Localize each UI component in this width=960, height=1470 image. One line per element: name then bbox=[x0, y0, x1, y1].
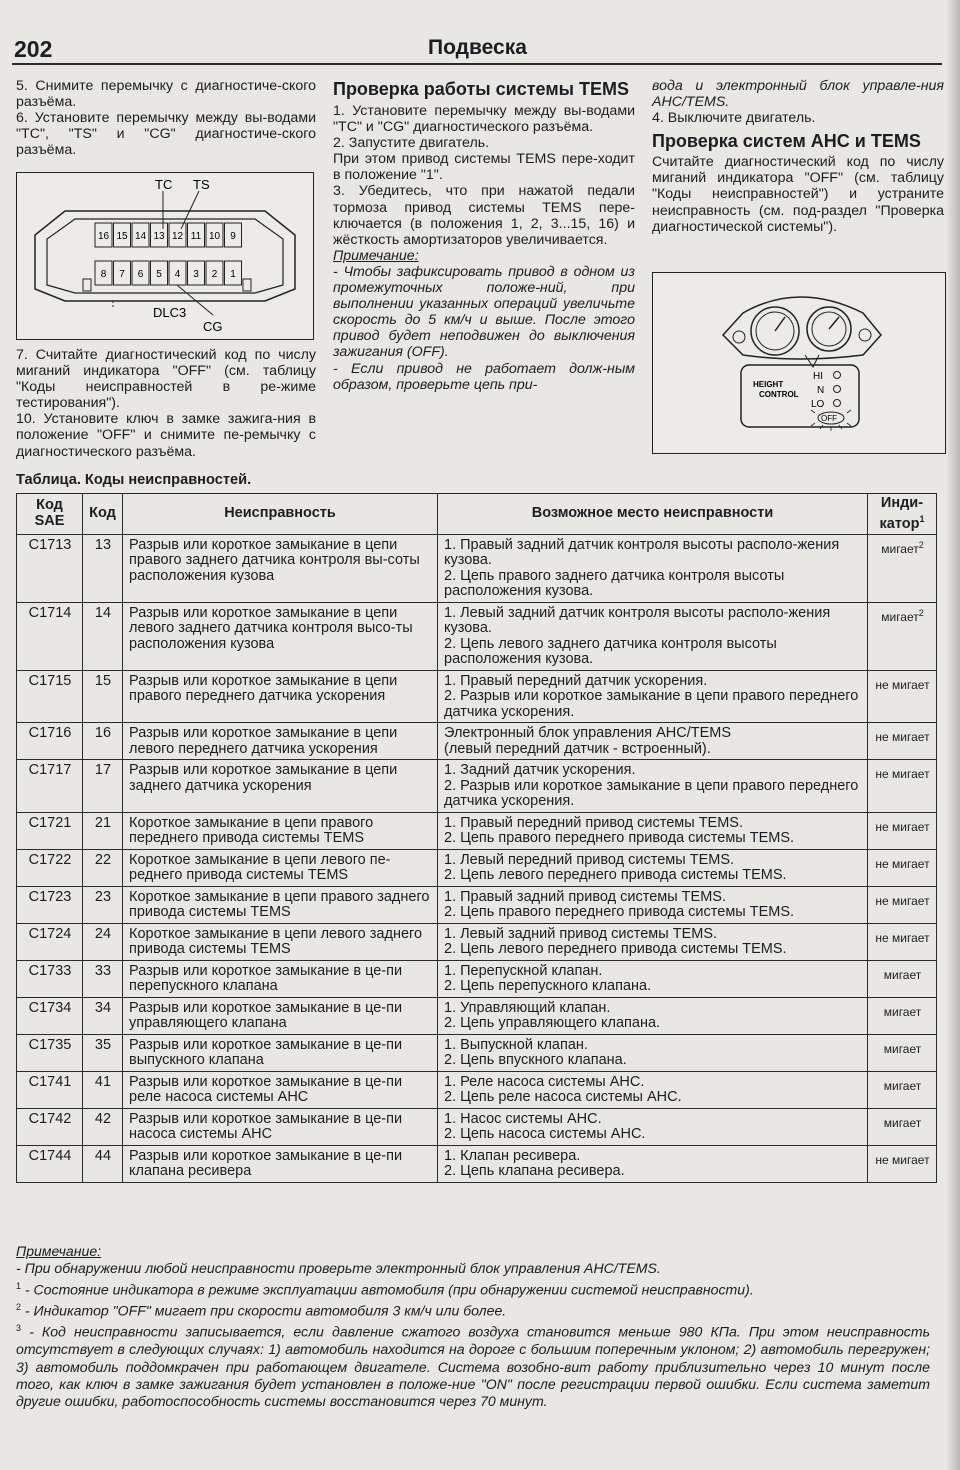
cell-code-sae: C1722 bbox=[17, 849, 83, 886]
connector-pin-number: 16 bbox=[97, 231, 110, 242]
cell-indicator-text: не мигает bbox=[875, 1152, 930, 1167]
cell-code: 42 bbox=[83, 1108, 123, 1145]
tems-note-2: - Если привод не работает долж-ным образом, проверьте цепь при- bbox=[333, 360, 635, 393]
cell-place bbox=[438, 1071, 868, 1108]
cell-code-sae: C1742 bbox=[17, 1108, 83, 1145]
header-place: Возможное место неисправности bbox=[438, 494, 868, 535]
note-0: - При обнаружении любой неисправности проверьте электронный блок управления AHC/TEMS. bbox=[16, 1260, 661, 1277]
cell-indicator-text: не мигает bbox=[875, 767, 930, 782]
connector-pin-number: 9 bbox=[230, 231, 236, 242]
connector-pin-number: 5 bbox=[156, 269, 162, 280]
middle-column bbox=[333, 80, 635, 393]
right-step-4: 4. Выключите двигатель. bbox=[652, 110, 816, 127]
cell-place-line-1: 1. Перепускной клапан. bbox=[444, 962, 603, 979]
fault-codes-table bbox=[16, 493, 937, 1183]
step-10: 10. Установите ключ в замке зажига-ния в положение "OFF" и снимите пе-ремычку с диагностического разъёма. bbox=[16, 411, 316, 460]
pins-bottom-row bbox=[95, 261, 242, 285]
cell-code-sae: C1714 bbox=[17, 602, 83, 670]
cell-place-line-2: 2. Цепь перепускного клапана. bbox=[444, 978, 652, 995]
cell-code-sae: C1733 bbox=[17, 960, 83, 997]
dlc3-connector-diagram bbox=[16, 172, 314, 340]
header-fault: Неисправность bbox=[123, 494, 438, 535]
cell-place-line-1: 1. Реле насоса системы AHC. bbox=[444, 1073, 645, 1090]
cell-fault: Разрыв или короткое замыкание в цепи заднего датчика ускорения bbox=[123, 760, 438, 813]
cell-place-line-1: 1. Правый передний датчик ускорения. bbox=[444, 672, 708, 689]
cell-indicator bbox=[868, 997, 937, 1034]
cell-place-line-1: 1. Правый задний датчик контроля высоты располо-жения кузова. bbox=[444, 536, 840, 569]
step-7: 7. Считайте диагностический код по числу миганий индикатора "OFF" (см. таблицу "Коды неисправностей в ре-жиме тестирования"). bbox=[16, 347, 316, 412]
hi-lamp bbox=[834, 372, 841, 379]
cell-place bbox=[438, 534, 868, 602]
connector-pin-number: 10 bbox=[208, 231, 221, 242]
ahc-tems-heading: Проверка систем AHC и TEMS bbox=[652, 131, 921, 152]
tems-step-2: 2. Запустите двигатель. bbox=[333, 135, 490, 152]
cell-indicator-text: мигает bbox=[883, 1041, 922, 1056]
cell-fault: Короткое замыкание в цепи левого заднего привода системы TEMS bbox=[123, 923, 438, 960]
cell-fault: Разрыв или короткое замыкание в цепи правого переднего датчика ускорения bbox=[123, 670, 438, 723]
cell-fault: Разрыв или короткое замыкание в цепи левого переднего датчика ускорения bbox=[123, 723, 438, 760]
connector-pin-number: 1 bbox=[230, 269, 236, 280]
cell-fault: Разрыв или короткое замыкание в це-пи клапана ресивера bbox=[123, 1145, 438, 1182]
cell-code: 13 bbox=[83, 534, 123, 602]
cell-place-line-1: 1. Правый задний привод системы TEMS. bbox=[444, 888, 726, 905]
cell-code: 16 bbox=[83, 723, 123, 760]
cell-indicator-text: мигает bbox=[881, 541, 919, 556]
label-tc: TC bbox=[155, 177, 173, 192]
cell-place-line-2: 2. Цепь левого переднего привода системы TEMS. bbox=[444, 867, 787, 884]
cell-place-line-1: 1. Левый задний привод системы TEMS. bbox=[444, 925, 718, 942]
cell-indicator bbox=[868, 960, 937, 997]
cell-indicator-text: мигает bbox=[883, 1004, 922, 1019]
cell-code-sae: C1734 bbox=[17, 997, 83, 1034]
cell-place bbox=[438, 886, 868, 923]
cell-place-line-1: 1. Левый задний датчик контроля высоты располо-жения кузова. bbox=[444, 604, 831, 637]
connector-pin-number: 7 bbox=[119, 269, 125, 280]
cell-place bbox=[438, 670, 868, 723]
cell-code: 15 bbox=[83, 670, 123, 723]
cell-place-line-2: 2. Цепь клапана ресивера. bbox=[444, 1163, 625, 1180]
cell-place bbox=[438, 960, 868, 997]
cell-indicator bbox=[868, 723, 937, 760]
note-1 bbox=[16, 1278, 930, 1299]
cell-fault: Разрыв или короткое замыкание в це-пи управляющего клапана bbox=[123, 997, 438, 1034]
cell-fault: Короткое замыкание в цепи левого пе-реднего привода системы TEMS bbox=[123, 849, 438, 886]
cell-code-sae: C1713 bbox=[17, 534, 83, 602]
page-number: 202 bbox=[14, 36, 53, 62]
cell-indicator-text: мигает bbox=[881, 609, 919, 624]
left-column-top bbox=[16, 78, 316, 158]
cell-code: 21 bbox=[83, 812, 123, 849]
note-2-mark: 2 bbox=[16, 1301, 22, 1312]
cell-place-line-2: 2. Цепь левого переднего привода системы TEMS. bbox=[444, 941, 787, 958]
note-3-mark: 3 bbox=[16, 1323, 22, 1333]
cell-fault: Короткое замыкание в цепи правого переднего привода системы TEMS bbox=[123, 812, 438, 849]
label-cg: CG bbox=[203, 319, 223, 334]
cell-indicator bbox=[868, 849, 937, 886]
note-1-text: - Состояние индикатора в режиме эксплуатации автомобиля (при обнаружении системой неисправности). bbox=[21, 1281, 754, 1298]
cell-indicator bbox=[868, 670, 937, 723]
cell-place-line-2: 2. Цепь впускного клапана. bbox=[444, 1052, 627, 1069]
header-indicator-label: Инди-катор bbox=[879, 495, 924, 532]
table-row bbox=[17, 1145, 937, 1182]
cell-code-sae: C1724 bbox=[17, 923, 83, 960]
cell-place bbox=[438, 1108, 868, 1145]
cell-place bbox=[438, 812, 868, 849]
tems-heading: Проверка работы системы TEMS bbox=[333, 79, 630, 99]
tems-note-1: - Чтобы зафиксировать привод в одном из промежуточных положе-ний, при выполнении указанных операций увеличьте скорость до 5 км/ч и выше. После этого привод будет неподвижен до выключения зажигания (OFF). bbox=[333, 263, 635, 361]
cell-place-line-1: 1. Левый передний привод системы TEMS. bbox=[444, 851, 735, 868]
cell-code: 34 bbox=[83, 997, 123, 1034]
cell-indicator-sup: 2 bbox=[918, 607, 924, 618]
tems-step-2b: При этом привод системы TEMS пере-ходит в положение "1". bbox=[333, 151, 635, 184]
table-row bbox=[17, 812, 937, 849]
cell-place-line-2: 2. Разрыв или короткое замыкание в цепи правого переднего датчика ускорения. bbox=[444, 777, 859, 810]
note-1-mark: 1 bbox=[16, 1280, 22, 1291]
connector-pin-number: 6 bbox=[137, 269, 144, 280]
cell-indicator-text: не мигает bbox=[875, 677, 930, 692]
cell-fault: Разрыв или короткое замыкание в це-пи перепускного клапана bbox=[123, 960, 438, 997]
cell-indicator bbox=[868, 1108, 937, 1145]
notes-block bbox=[16, 1243, 930, 1411]
n-lamp bbox=[834, 386, 841, 393]
dlc3-connector-svg bbox=[17, 173, 313, 339]
page-title: Подвеска bbox=[428, 36, 527, 59]
cell-code-sae: C1717 bbox=[17, 760, 83, 813]
cell-fault: Разрыв или короткое замыкание в цепи правого заднего датчика контроля вы-соты расположения кузова bbox=[123, 534, 438, 602]
cell-place-line-2: 2. Цепь правого переднего привода системы TEMS. bbox=[444, 904, 795, 921]
cell-code: 33 bbox=[83, 960, 123, 997]
cell-place-line-2: 2. Цепь насоса системы AHC. bbox=[444, 1126, 646, 1143]
notes-label: Примечание: bbox=[16, 1243, 102, 1259]
cell-indicator bbox=[868, 534, 937, 602]
cell-place-line-2: (левый передний датчик - встроенный). bbox=[444, 740, 711, 757]
step-5: 5. Снимите перемычку с диагностиче-ского разъёма. bbox=[16, 78, 316, 111]
cell-indicator-text: не мигает bbox=[875, 930, 930, 945]
table-row bbox=[17, 849, 937, 886]
cell-indicator-text: мигает bbox=[883, 967, 922, 982]
cell-code: 14 bbox=[83, 602, 123, 670]
label-height: HEIGHT bbox=[753, 380, 784, 389]
cell-indicator-sup: 2 bbox=[918, 539, 924, 550]
instrument-cluster-svg bbox=[653, 273, 945, 453]
note-2-text: - Индикатор "OFF" мигает при скорости автомобиля 3 км/ч или более. bbox=[21, 1302, 507, 1319]
table-row bbox=[17, 534, 937, 602]
cell-code-sae: C1735 bbox=[17, 1034, 83, 1071]
cell-indicator bbox=[868, 886, 937, 923]
connector-pin-number: 8 bbox=[100, 269, 107, 280]
cell-indicator-text: не мигает bbox=[875, 856, 930, 871]
cell-indicator-text: не мигает bbox=[875, 730, 930, 745]
left-column-bottom bbox=[16, 347, 316, 460]
cell-place-line-1: 1. Клапан ресивера. bbox=[444, 1147, 581, 1164]
cell-place-line-2: 2. Цепь правого переднего привода системы TEMS. bbox=[444, 830, 795, 847]
label-control: CONTROL bbox=[759, 390, 799, 399]
label-n: N bbox=[817, 385, 825, 396]
tems-step-1: 1. Установите перемычку между вы-водами "TC" и "CG" диагностического разъёма. bbox=[333, 103, 635, 136]
cell-indicator bbox=[868, 1034, 937, 1071]
cell-place bbox=[438, 723, 868, 760]
connector-pin-number: 3 bbox=[193, 269, 199, 280]
instrument-cluster-diagram bbox=[652, 272, 946, 454]
cell-place-line-2: 2. Цепь левого заднего датчика контроля высоты расположения кузова. bbox=[444, 635, 777, 668]
label-lo: LO bbox=[811, 399, 825, 410]
cell-fault: Разрыв или короткое замыкание в це-пи насоса системы AHC bbox=[123, 1108, 438, 1145]
connector-pin-number: 12 bbox=[171, 231, 184, 242]
cell-code: 24 bbox=[83, 923, 123, 960]
table-title: Таблица. Коды неисправностей. bbox=[16, 472, 252, 488]
cell-place-line-1: 1. Управляющий клапан. bbox=[444, 999, 611, 1016]
cell-place bbox=[438, 849, 868, 886]
table-body bbox=[17, 534, 937, 1182]
cell-place-line-1: Электронный блок управления AHC/TEMS bbox=[444, 725, 732, 742]
cell-place bbox=[438, 1145, 868, 1182]
cell-place bbox=[438, 760, 868, 813]
cell-indicator bbox=[868, 1071, 937, 1108]
cell-place-line-2: 2. Цепь правого заднего датчика контроля высоты расположения кузова. bbox=[444, 567, 785, 600]
table-row bbox=[17, 1034, 937, 1071]
table-row bbox=[17, 960, 937, 997]
cell-indicator bbox=[868, 760, 937, 813]
note-3 bbox=[16, 1320, 930, 1411]
table-header-row bbox=[17, 494, 937, 535]
connector-pin-number: 11 bbox=[190, 231, 202, 242]
connector-pin-number: 4 bbox=[174, 269, 181, 280]
cell-place-line-2: 2. Цепь управляющего клапана. bbox=[444, 1015, 661, 1032]
cell-indicator bbox=[868, 1145, 937, 1182]
cell-fault: Разрыв или короткое замыкание в це-пи выпускного клапана bbox=[123, 1034, 438, 1071]
cell-place-line-1: 1. Насос системы AHC. bbox=[444, 1110, 602, 1127]
cell-place-line-2: 2. Цепь реле насоса системы AHC. bbox=[444, 1089, 682, 1106]
cell-code: 44 bbox=[83, 1145, 123, 1182]
cell-fault: Разрыв или короткое замыкание в цепи левого заднего датчика контроля высо-ты расположения кузова bbox=[123, 602, 438, 670]
header-rule bbox=[12, 63, 942, 65]
cell-indicator bbox=[868, 812, 937, 849]
step-6: 6. Установите перемычку между вы-водами "TC", "TS" и "CG" диагностиче-ского разъёма. bbox=[16, 110, 316, 159]
connector-pin-number: 15 bbox=[116, 231, 128, 242]
header-indicator-sup: 1 bbox=[919, 513, 925, 524]
cell-code-sae: C1715 bbox=[17, 670, 83, 723]
pins-top-row bbox=[95, 223, 242, 247]
cell-fault: Короткое замыкание в цепи правого заднего привода системы TEMS bbox=[123, 886, 438, 923]
tems-step-3: 3. Убедитесь, что при нажатой педали тормоза привод системы TEMS пере-ключается (в положения 1, 2, 3...15, 16) и жёсткость амортизаторов увеличивается. bbox=[333, 183, 635, 248]
label-ts: TS bbox=[193, 177, 210, 192]
connector-pin-number: 14 bbox=[134, 231, 147, 242]
right-continuation: вода и электронный блок управле-ния AHC/TEMS. bbox=[652, 78, 944, 111]
header-code-sae: Код SAE bbox=[17, 494, 83, 535]
header-code: Код bbox=[83, 494, 123, 535]
cell-place bbox=[438, 997, 868, 1034]
table-row bbox=[17, 997, 937, 1034]
table-row bbox=[17, 1108, 937, 1145]
cell-code-sae: C1716 bbox=[17, 723, 83, 760]
table-row bbox=[17, 760, 937, 813]
page-edge-shadow bbox=[946, 0, 960, 1470]
table-row bbox=[17, 886, 937, 923]
cell-indicator-text: мигает bbox=[883, 1078, 922, 1093]
label-dlc3: DLC3 bbox=[153, 305, 187, 320]
cell-indicator bbox=[868, 923, 937, 960]
cell-place-line-1: 1. Задний датчик ускорения. bbox=[444, 762, 636, 779]
table-row bbox=[17, 723, 937, 760]
table-row bbox=[17, 923, 937, 960]
cell-fault: Разрыв или короткое замыкание в це-пи реле насоса системы AHC bbox=[123, 1071, 438, 1108]
cell-indicator-text: мигает bbox=[883, 1115, 922, 1130]
table-row bbox=[17, 602, 937, 670]
cell-place bbox=[438, 1034, 868, 1071]
note-2 bbox=[16, 1299, 930, 1320]
ahc-tems-text: Считайте диагностический код по числу миганий индикатора "OFF" (см. таблицу "Коды неисправностей") и устраните неисправность (см. под-раздел "Проверка диагностической системы"). bbox=[652, 154, 944, 235]
label-hi: HI bbox=[813, 371, 823, 382]
cell-code: 23 bbox=[83, 886, 123, 923]
cell-code-sae: C1741 bbox=[17, 1071, 83, 1108]
cell-code: 35 bbox=[83, 1034, 123, 1071]
label-off: OFF bbox=[821, 414, 837, 423]
note-3-text: - Код неисправности записывается, если давление сжатого воздуха становится меньше 980 КПа. При этом неисправность отсутствует в следующих случаях: 1) автомобиль находится на дороге с большим поперечным уклоном; 2) автомобиль перегружен; 3) автомобиль поддомкрачен при работающем двигателе. Система возобно-вит работу приблизительно через 10 минут после того, как ключ в замке зажигания будет установлен в положе-ние "ON" после регистрации первой ошибки. Если система заметит другие ошибки, работоспособность системы восстановится через 70 минут. bbox=[16, 1323, 930, 1410]
cell-code: 17 bbox=[83, 760, 123, 813]
cell-place bbox=[438, 923, 868, 960]
table-row bbox=[17, 1071, 937, 1108]
table-row bbox=[17, 670, 937, 723]
cell-code-sae: C1721 bbox=[17, 812, 83, 849]
connector-pin-number: 2 bbox=[211, 269, 218, 280]
cell-code: 41 bbox=[83, 1071, 123, 1108]
connector-pin-number: 13 bbox=[153, 231, 165, 242]
cell-indicator bbox=[868, 602, 937, 670]
lo-lamp bbox=[834, 400, 841, 407]
cell-place-line-1: 1. Выпускной клапан. bbox=[444, 1036, 588, 1053]
tems-note-label: Примечание: bbox=[333, 247, 419, 264]
cell-indicator-text: не мигает bbox=[875, 819, 930, 834]
cell-code-sae: C1744 bbox=[17, 1145, 83, 1182]
right-column bbox=[652, 78, 944, 235]
cell-indicator-text: не мигает bbox=[875, 893, 930, 908]
cell-place bbox=[438, 602, 868, 670]
cell-code: 22 bbox=[83, 849, 123, 886]
cell-code-sae: C1723 bbox=[17, 886, 83, 923]
cell-place-line-2: 2. Разрыв или короткое замыкание в цепи правого переднего датчика ускорения. bbox=[444, 688, 859, 720]
cell-place-line-1: 1. Правый передний привод системы TEMS. bbox=[444, 814, 744, 831]
header-indicator bbox=[868, 494, 937, 535]
